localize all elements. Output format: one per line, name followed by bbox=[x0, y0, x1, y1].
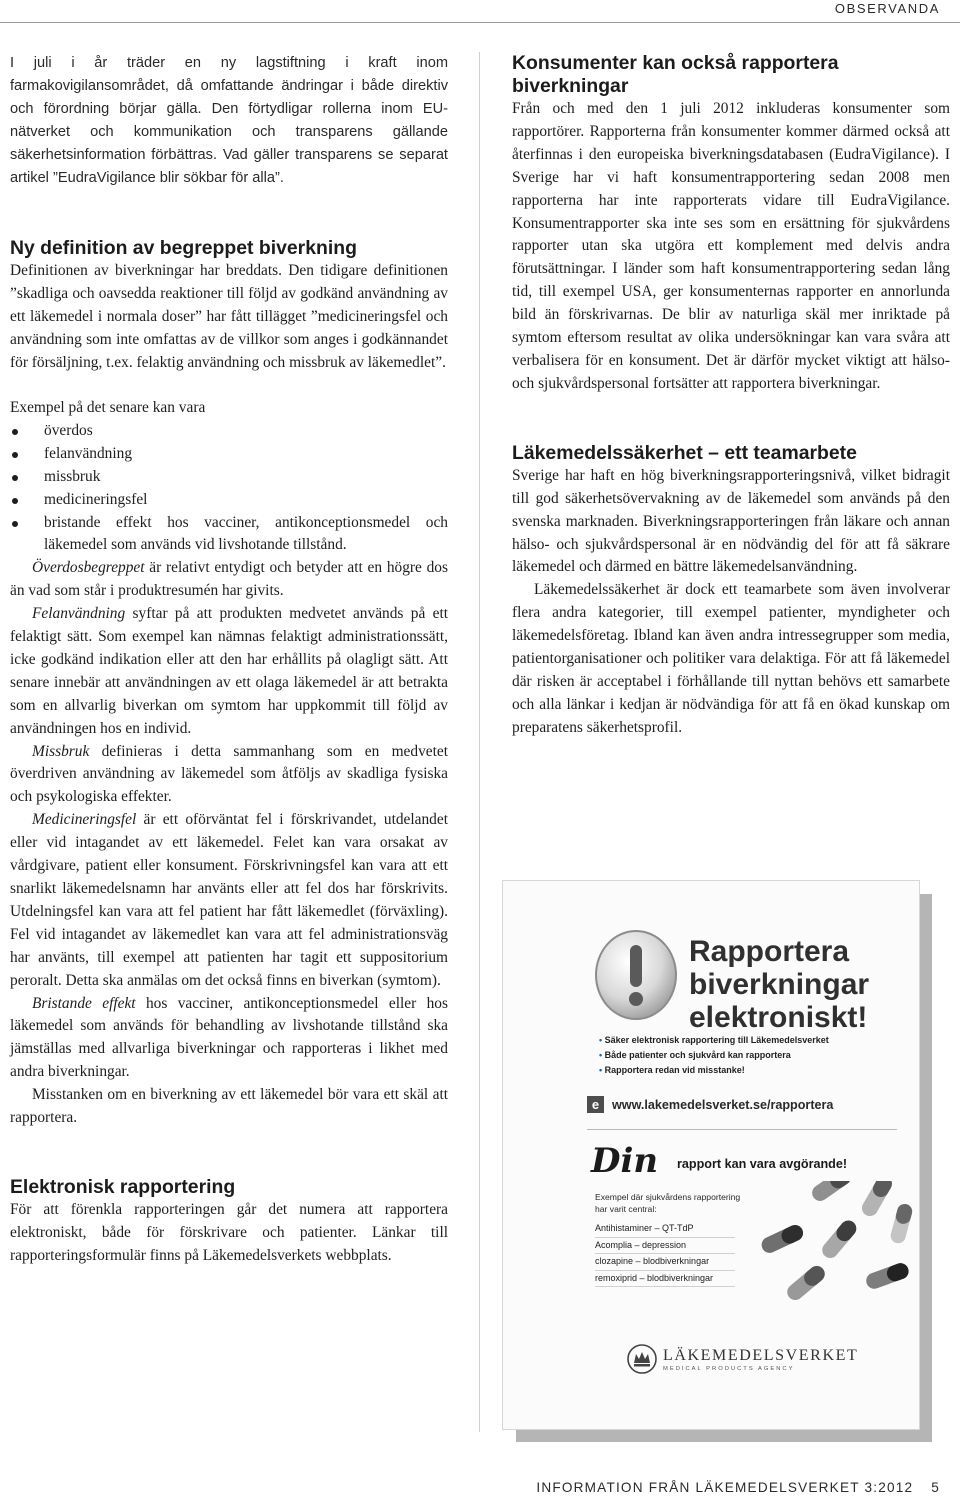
right-column bbox=[512, 52, 950, 740]
examples-list bbox=[10, 420, 448, 557]
footer-text: INFORMATION FRÅN LÄKEMEDELSVERKET 3:2012 bbox=[536, 1480, 914, 1495]
overdos-term: Överdosbegreppet bbox=[32, 559, 145, 577]
bristande-effekt-paragraph: Bristande effekt hos vacciner, antikonceptionsmedel eller hos läkemedel som används för behandling av livshotande tillstånd ska jämställas med allvarliga biverkningar och rapporteras i likhet med andra biverkningar. bbox=[10, 994, 448, 1081]
intro-paragraph: I juli i år träder en ny lagstiftning i kraft inom farmakovigilansområdet, då omfattande ändringar i både direktiv och förordning börjar gälla. Den förtydligar rollerna inom EU-nätverket och kommunikation och transparens gällande säkerhetsinformation förbättras. Vad gäller transparens se separat artikel ”EudraVigilance blir sökbar för alla”. bbox=[10, 55, 448, 186]
medicineringsfel-paragraph: Medicineringsfel är ett oförväntat fel i förskrivandet, utdelandet eller vid intagandet av ett läkemedel. Felet kan vara orsakat av vårdgivare, patient eller konsument. Förskrivningsfel kan vara att ett snarlikt läkemedelsnamn har använts eller att fel dos har förskrivits. Utdelningsfel kan vara att fel patient har fått läkemedlet (förväxling). Fel vid intagandet av läkemedlet kan vara att fel administrationsväg har använts, till exempel att patienten har tagit ett suppositorium peroralt. Detta ska anmälas om det också finns en biverkan (symtom). bbox=[10, 811, 448, 989]
felanvandning-term: Felanvändning bbox=[32, 605, 126, 623]
poster-example-item: Antihistaminer – QT-TdP bbox=[595, 1221, 735, 1238]
bullet-icon bbox=[12, 521, 18, 527]
poster-example-item: Acomplia – depression bbox=[595, 1238, 735, 1255]
left-column bbox=[10, 52, 448, 1268]
consumers-heading: Konsumenter kan också rapportera biverkningar bbox=[512, 52, 839, 97]
top-rule bbox=[0, 0, 960, 23]
closing-paragraph: Misstanken om en biverkning av ett läkemedel bör vara ett skäl att rapportera. bbox=[10, 1086, 448, 1127]
poster-web-row bbox=[587, 1096, 833, 1113]
list-item: bristande effekt hos vacciner, antikonceptionsmedel och läkemedel som används vid livshotande tillstånd. bbox=[10, 512, 448, 558]
bullet-icon bbox=[12, 475, 18, 481]
poster-bullet: • Rapportera redan vid misstanke! bbox=[599, 1063, 829, 1078]
poster-url: www.lakemedelsverket.se/rapportera bbox=[612, 1097, 834, 1112]
poster-logo-sub: MEDICAL PRODUCTS AGENCY bbox=[663, 1366, 795, 1372]
section-tag: OBSERVANDA bbox=[834, 1, 940, 16]
teamwork-paragraph-1: Sverige har haft en hög biverkningsrapporteringsnivå, vilket bidragit till god säkerhetsövervakning av de läkemedel som används på den svenska marknaden. Biverkningsrapporteringen från läkare och annan hälso- och sjukvårdspersonal är en nödvändig del för att få säkrare läkemedel och därmed en bättre läkemedelsanvändning. bbox=[512, 466, 950, 576]
poster-example-item: clozapine – blodbiverkningar bbox=[595, 1254, 735, 1271]
bullet-icon bbox=[12, 498, 18, 504]
bullet-icon bbox=[12, 452, 18, 458]
list-item: överdos bbox=[10, 420, 448, 443]
poster-din: Din bbox=[591, 1141, 659, 1181]
missbruk-paragraph: Missbruk definieras i detta sammanhang som en medvetet överdriven användning av läkemedel som åtföljs av skadliga fysiska och psykologiska effekter. bbox=[10, 742, 448, 806]
poster-bullet: • Säker elektronisk rapportering till Läkemedelsverket bbox=[599, 1033, 829, 1048]
bristande-effekt-term: Bristande effekt bbox=[32, 994, 136, 1012]
list-item: missbruk bbox=[10, 466, 448, 489]
medicineringsfel-term: Medicineringsfel bbox=[32, 811, 137, 829]
poster-logo-name: LÄKEMEDELSVERKET bbox=[663, 1347, 859, 1364]
poster-example-item: remoxiprid – blodbiverkningar bbox=[595, 1271, 735, 1288]
list-item: medicineringsfel bbox=[10, 489, 448, 512]
bullet-icon bbox=[12, 429, 18, 435]
column-divider bbox=[479, 52, 480, 1432]
definition-paragraph: Definitionen av biverkningar har breddats. Den tidigare definitionen ”skadliga och oavsedda reaktioner till följd av godkänd användning av ett läkemedel i normala doser” har fått tillägget ”medicineringsfel och användning som inte omfattas av de villkor som anges i godkännandet för försäljning, t.ex. felaktig användning och missbruk av läkemedlet”. bbox=[10, 262, 448, 372]
electronic-heading: Elektronisk rapportering bbox=[10, 1175, 236, 1198]
electronic-paragraph: För att förenkla rapporteringen går det numera att rapportera elektroniskt, både för förskrivare och patienter. Länkar till rapporteringsformulär finns på Läkemedelsverkets webbplats. bbox=[10, 1200, 448, 1264]
e-badge-icon: e bbox=[587, 1096, 604, 1113]
felanvandning-paragraph: Felanvändning syftar på att produkten medvetet används på ett felaktigt sätt. Som exempel kan nämnas felaktigt administrationssätt, icke godkänd indikation eller att den har erhållits på olagligt sätt. Att senare innebär att användningen av ett olaga läkemedel är att betrakta som en allvarlig biverkan om symtom har uppkommit till följd av användningen hos en individ. bbox=[10, 605, 448, 737]
definition-heading: Ny definition av begreppet biverkning bbox=[10, 237, 357, 260]
page-number: 5 bbox=[931, 1480, 940, 1495]
exclamation-warning-icon bbox=[591, 927, 681, 1023]
poster-title: Rapportera biverkningar elektroniskt! bbox=[689, 935, 870, 1034]
examples-intro: Exempel på det senare kan vara bbox=[10, 398, 206, 416]
teamwork-paragraph-2: Läkemedelssäkerhet är dock ett teamarbete som även involverar flera andra kategorier, till exempel patienter, myndigheter och läkemedelsföretag. Ibland kan även andra intressegrupper som media, patientorganisationer och politiker vara delaktiga. För att få läkemedel där risken är acceptabel i förhållande till nyttan behövs ett samarbete och alla länkar i kedjan är nödvändiga för att få en ökad kunskap om preparatens säkerhetsprofil. bbox=[512, 581, 950, 736]
crown-logo-icon bbox=[627, 1343, 657, 1375]
pills-illustration bbox=[739, 1181, 919, 1321]
poster-bullets bbox=[599, 1033, 829, 1078]
poster-examples bbox=[595, 1221, 735, 1287]
teamwork-heading: Läkemedelssäkerhet – ett teamarbete bbox=[512, 441, 857, 464]
page-footer bbox=[536, 1480, 940, 1495]
poster-image bbox=[502, 880, 920, 1430]
poster-bullet: • Både patienter och sjukvård kan rapportera bbox=[599, 1048, 829, 1063]
missbruk-term: Missbruk bbox=[32, 742, 90, 760]
consumers-paragraph: Från och med den 1 juli 2012 inkluderas konsumenter som rapportörer. Rapporterna från konsumenter kommer därmed också att återfinnas i den europeiska biverkningsdatabasen (EudraVigilance). I Sverige har vi haft konsumentrapportering sedan 2008 men rapporterna har inte rapporterats vidare till EudraVigilance. Konsumentrapporter ska inte ses som en ersättning för sjukvårdens rapporter utan ska utgöra ett komplement med delvis andra förutsättningar. I länder som haft konsumentrapportering sedan lång tid, till exempel USA, ger konsumenternas rapporter en annorlunda bild än förskrivarnas. De blir av naturliga skäl mer inriktade på symtom eftersom resultat av olika undersökningar kan vara svåra att verbalisera för en konsument. Det är därför mycket viktigt att hälso- och sjukvårdspersonal fortsätter att rapportera biverkningar. bbox=[512, 100, 950, 392]
list-item: felanvändning bbox=[10, 443, 448, 466]
poster-din-rest: rapport kan vara avgörande! bbox=[677, 1157, 848, 1171]
overdos-paragraph: Överdosbegreppet är relativt entydigt och betyder att en högre dos än vad som står i produktresumén har givits. bbox=[10, 559, 448, 600]
poster-example-intro: Exempel där sjukvårdens rapportering har varit central: bbox=[595, 1192, 741, 1214]
poster-divider bbox=[587, 1129, 897, 1130]
